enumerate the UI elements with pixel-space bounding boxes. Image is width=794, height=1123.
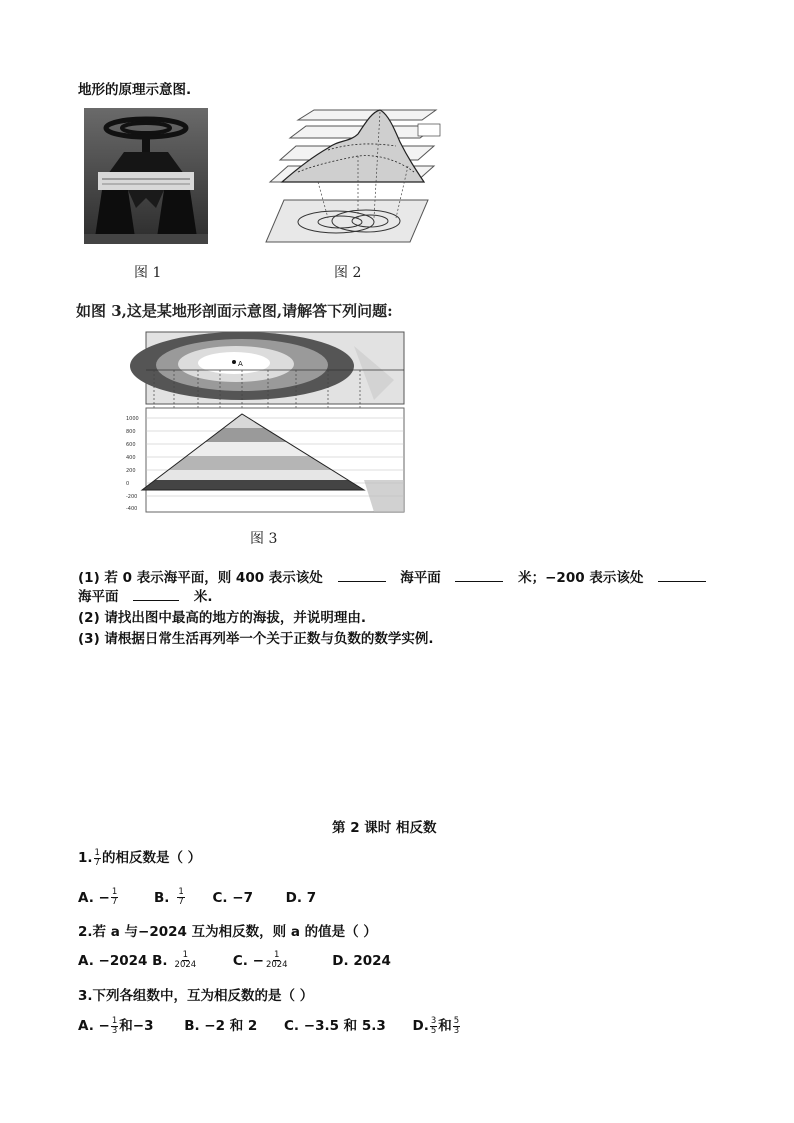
figure-3-y-tick: 600 bbox=[126, 442, 136, 448]
question-1-text-d: 海平面 bbox=[78, 589, 119, 605]
option-a[interactable]: A. − $\frac{1}{7}$ bbox=[78, 887, 118, 907]
problem-3-stem: 3.下列各组数中，互为相反数的是（ ） bbox=[78, 988, 314, 1004]
fraction: $\frac{1}{7}$ bbox=[94, 847, 100, 868]
question-1-blank-4[interactable] bbox=[133, 588, 179, 601]
problem-1-options bbox=[78, 888, 316, 907]
problem-2-stem: 2.若 a 与−2024 互为相反数，则 a 的值是（ ） bbox=[78, 924, 377, 940]
figure-1-photo bbox=[84, 108, 208, 244]
question-1-blank-2[interactable] bbox=[455, 569, 503, 582]
question-1-text-e: 米. bbox=[193, 589, 213, 605]
option-c[interactable]: C. −3.5 和 5.3 bbox=[284, 1018, 386, 1034]
option-d[interactable]: D. 7 bbox=[285, 889, 317, 906]
question-1-line-2 bbox=[78, 585, 213, 605]
option-d[interactable]: D. $\frac{3}{5}$ 和 $\frac{5}{3}$ bbox=[412, 1015, 460, 1036]
figure-3-y-tick: 800 bbox=[126, 429, 136, 435]
figure-3-y-tick: -400 bbox=[126, 506, 138, 512]
figure-3-y-tick: 200 bbox=[126, 468, 136, 474]
figure-3-caption: 图 3 bbox=[250, 531, 278, 547]
figure-3-y-tick: 1000 bbox=[126, 416, 139, 422]
figure-3-y-tick: -200 bbox=[126, 494, 138, 500]
question-1-text-a: (1) 若 0 表示海平面，则 400 表示该处 bbox=[78, 570, 323, 586]
option-d[interactable]: D. 2024 bbox=[332, 952, 391, 969]
intro-line: 地形的原理示意图. bbox=[78, 82, 192, 98]
figure-3-intro: 如图 3,这是某地形剖面示意图,请解答下列问题: bbox=[76, 302, 393, 320]
question-1-blank-3[interactable] bbox=[658, 569, 706, 582]
question-1-text-b: 海平面 bbox=[400, 570, 441, 586]
option-b[interactable]: B. $\frac{1}{7}$ bbox=[153, 887, 184, 907]
problem-3-options bbox=[78, 1014, 461, 1036]
option-a[interactable]: A. − $\frac{1}{3}$ 和−3 bbox=[78, 1015, 154, 1036]
section-title: 第 2 课时 相反数 bbox=[332, 820, 437, 836]
figure-2-caption: 图 2 bbox=[334, 265, 362, 281]
figure-2-contour-layers bbox=[258, 106, 444, 246]
problem-2-options bbox=[78, 951, 391, 970]
problem-1-stem bbox=[78, 846, 201, 868]
figure-3-y-tick: 400 bbox=[126, 455, 136, 461]
option-a-b[interactable]: A. −2024 B. $\frac{1}{2024}$ bbox=[78, 950, 197, 970]
option-c[interactable]: C. −7 bbox=[212, 889, 253, 906]
question-1-line-1 bbox=[78, 566, 706, 586]
question-1-text-c: 米；−200 表示该处 bbox=[518, 570, 644, 586]
question-3: (3) 请根据日常生活再列举一个关于正数与负数的数学实例. bbox=[78, 631, 434, 647]
figure-3-peak-label: A bbox=[238, 360, 243, 368]
question-1-blank-1[interactable] bbox=[338, 569, 386, 582]
figure-3-section bbox=[124, 330, 410, 516]
problem-1-number: 1. bbox=[78, 850, 93, 866]
figure-1-caption: 图 1 bbox=[134, 265, 162, 281]
question-2: (2) 请找出图中最高的地方的海拔，并说明理由. bbox=[78, 610, 367, 626]
option-b[interactable]: B. −2 和 2 bbox=[184, 1018, 258, 1034]
option-c[interactable]: C. − $\frac{1}{2024}$ bbox=[232, 950, 288, 970]
problem-1-text: 的相反数是（ ） bbox=[101, 850, 202, 866]
figure-3-y-tick: 0 bbox=[126, 481, 130, 487]
